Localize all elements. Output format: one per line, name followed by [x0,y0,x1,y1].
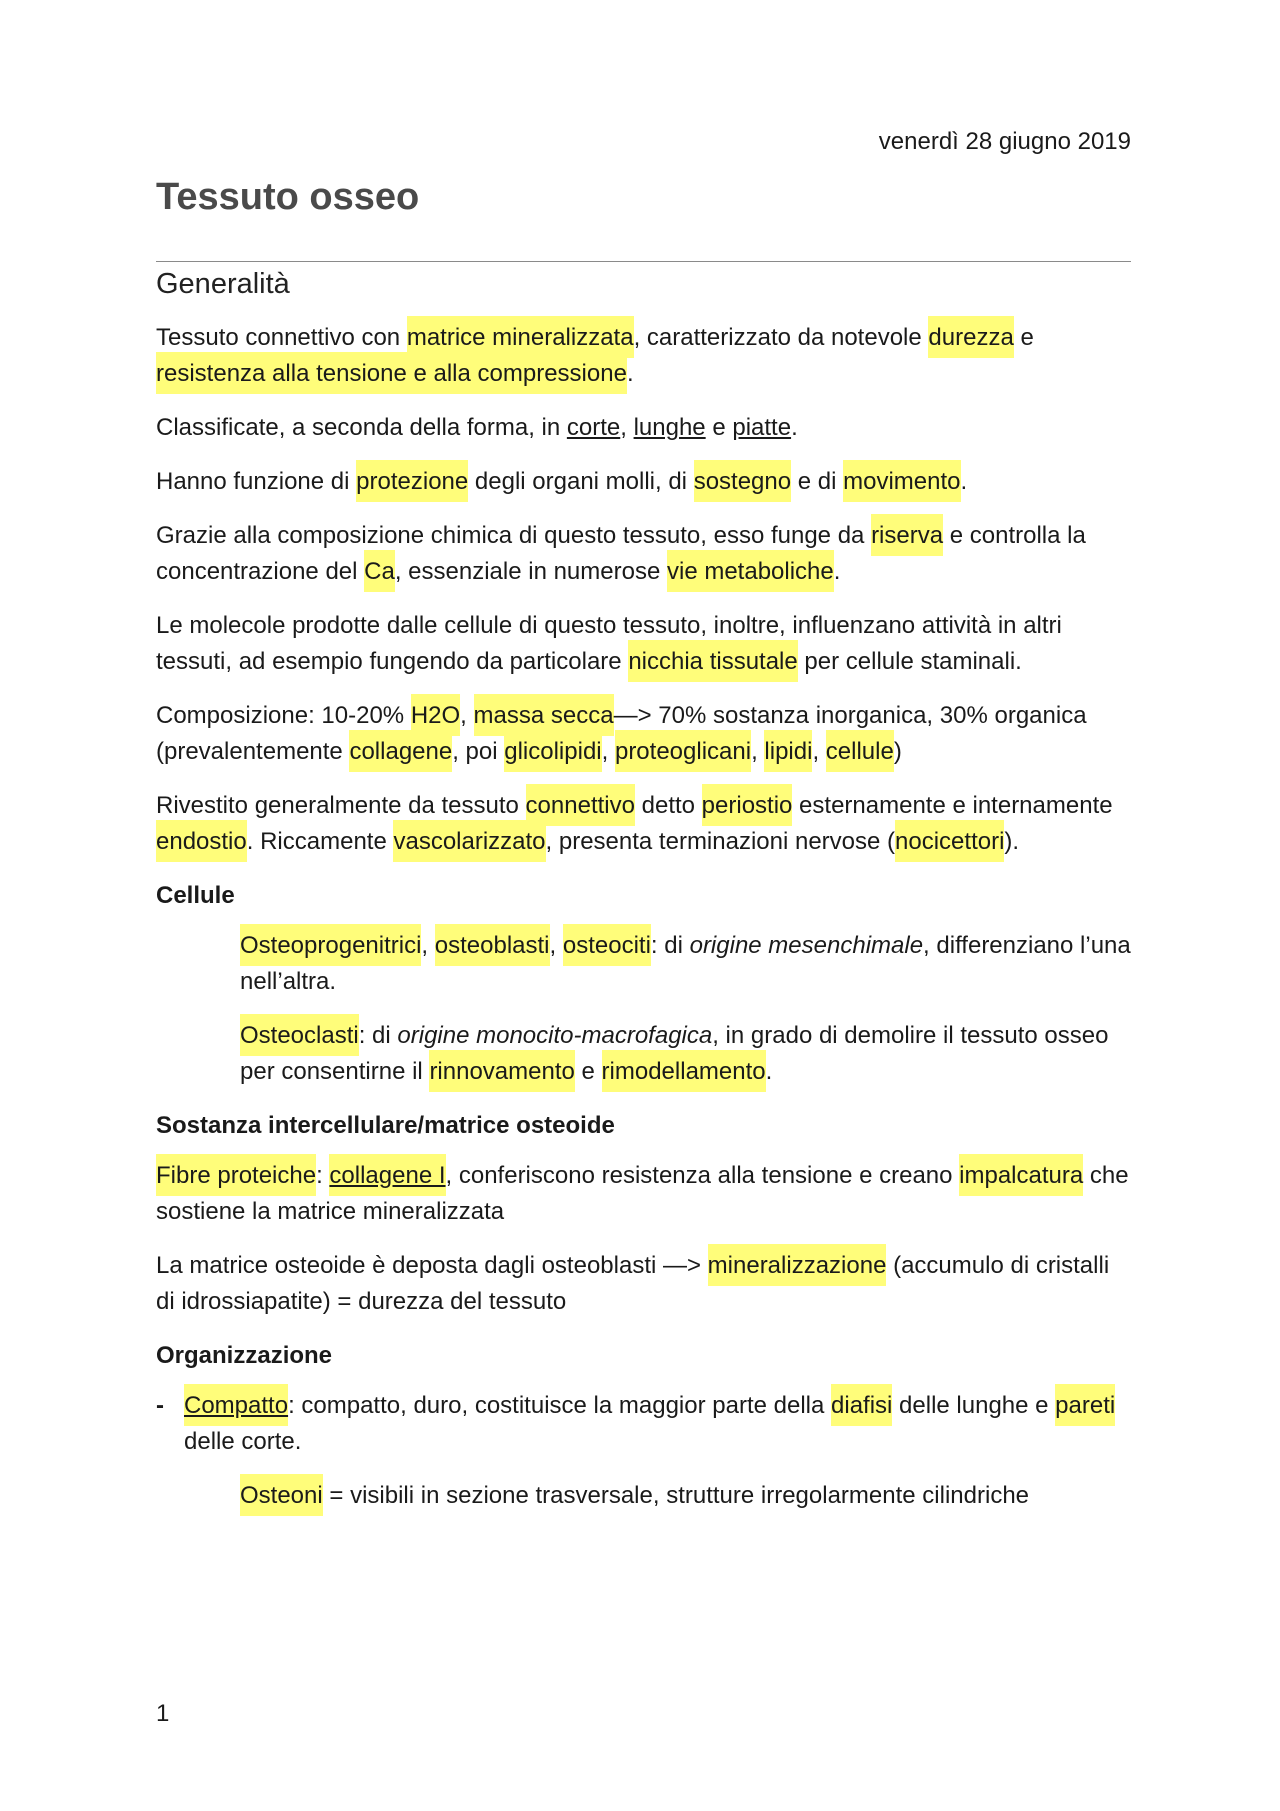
highlight: diafisi [831,1392,893,1419]
highlight: H2O [410,702,461,729]
underlined-term: piatte [732,414,792,441]
cells-osteoprogenitors: Osteoprogenitrici, osteoblasti, osteociti: di origine mesenchimale, differenziano l’una nell’altra. [240,932,1131,995]
paragraph-definition: Tessuto connettivo con matrice mineralizzata, caratterizzato da notevole durezza e resistenza alla tensione e alla compressione. [156,324,1034,387]
highlight: movimento [843,468,961,495]
subheading-organizzazione: Organizzazione [156,1342,333,1369]
highlight: mineralizzazione [707,1252,887,1279]
matrix-fibers: Fibre proteiche: collagene I, conferiscono resistenza alla tensione e creano impalcatura che sostiene la matrice mineralizzata [156,1162,1129,1225]
highlight: impalcatura [959,1162,1084,1189]
paragraph-calcium: Grazie alla composizione chimica di questo tessuto, esso funge da riserva e controlla la concentrazione del Ca, essenziale in numerose vie metaboliche. [156,522,1086,585]
italic-term: origine mesenchimale [689,932,924,959]
bullet-dash: - [156,1392,164,1419]
highlight: protezione [356,468,469,495]
highlight: endostio [156,828,247,855]
highlight: pareti [1055,1392,1116,1419]
highlight: glicolipidi [504,738,602,765]
highlight: Osteoprogenitrici [240,932,422,959]
section-heading-generalita: Generalità [156,268,290,300]
highlight: Compatto [184,1392,289,1419]
highlight: periostio [701,792,793,819]
page-title: Tessuto osseo [156,176,420,218]
highlight: vascolarizzato [393,828,546,855]
highlight: nocicettori [895,828,1005,855]
highlight: osteoblasti [434,932,550,959]
paragraph-classification: Classificate, a seconda della forma, in corte, lunghe e piatte. [156,414,798,441]
highlight: nicchia tissutale [628,648,798,675]
cells-osteoclasts: Osteoclasti: di origine monocito-macrofagica, in grado di demolire il tessuto osseo per consentirne il rinnovamento e rimodellamento. [240,1022,1109,1085]
paragraph-coverings: Rivestito generalmente da tessuto connettivo detto periostio esternamente e internamente endostio. Riccamente vascolarizzato, presenta terminazioni nervose (nocicettori). [156,792,1113,855]
highlight: lipidi [764,738,813,765]
highlight: cellule [825,738,894,765]
highlight: Osteoni [240,1482,323,1509]
subheading-cellule: Cellule [156,882,235,909]
title-divider [156,261,1131,262]
highlight: rinnovamento [429,1058,575,1085]
highlight: durezza [928,324,1014,351]
matrix-mineralization: La matrice osteoide è deposta dagli osteoblasti —> mineralizzazione (accumulo di cristalli di idrossiapatite) = durezza del tessuto [156,1252,1110,1315]
highlight: vie metaboliche [666,558,834,585]
underlined-term: lunghe [633,414,706,441]
highlight: proteoglicani [614,738,752,765]
italic-term: origine monocito-macrofagica [397,1022,713,1049]
highlight: collagene I [329,1162,446,1189]
page-number: 1 [156,1700,170,1727]
paragraph-composition: Composizione: 10-20% H2O, massa secca—> 70% sostanza inorganica, 30% organica (prevalentemente collagene, poi glicolipidi, proteoglicani, lipidi, cellule) [156,702,1087,765]
highlight: rimodellamento [601,1058,766,1085]
highlight: osteociti [562,932,651,959]
highlight: sostegno [693,468,792,495]
highlight: massa secca [473,702,614,729]
underlined-term: corte [566,414,621,441]
osteoni-note: Osteoni = visibili in sezione trasversale, strutture irregolarmente cilindriche [240,1482,1030,1509]
highlight: resistenza alla tensione e alla compressione [156,360,627,387]
highlight: matrice mineralizzata [406,324,634,351]
paragraph-functions: Hanno funzione di protezione degli organi molli, di sostegno e di movimento. [156,468,968,495]
highlight: Osteoclasti [240,1022,359,1049]
paragraph-molecules: Le molecole prodotte dalle cellule di questo tessuto, inoltre, influenzano attività in altri tessuti, ad esempio fungendo da particolare nicchia tissutale per cellule staminali. [156,612,1062,675]
list-item-compatto: - Compatto: compatto, duro, costituisce la maggior parte della diafisi delle lunghe e pareti delle corte. [156,1388,1131,1460]
highlight: connettivo [525,792,635,819]
subheading-matrice: Sostanza intercellulare/matrice osteoide [156,1112,615,1139]
highlight: collagene [349,738,453,765]
document-body [156,320,1131,1532]
highlight: riserva [871,522,944,549]
highlight: Ca [364,558,395,585]
document-date: venerdì 28 giugno 2019 [878,128,1131,155]
highlight: Fibre proteiche [156,1162,317,1189]
